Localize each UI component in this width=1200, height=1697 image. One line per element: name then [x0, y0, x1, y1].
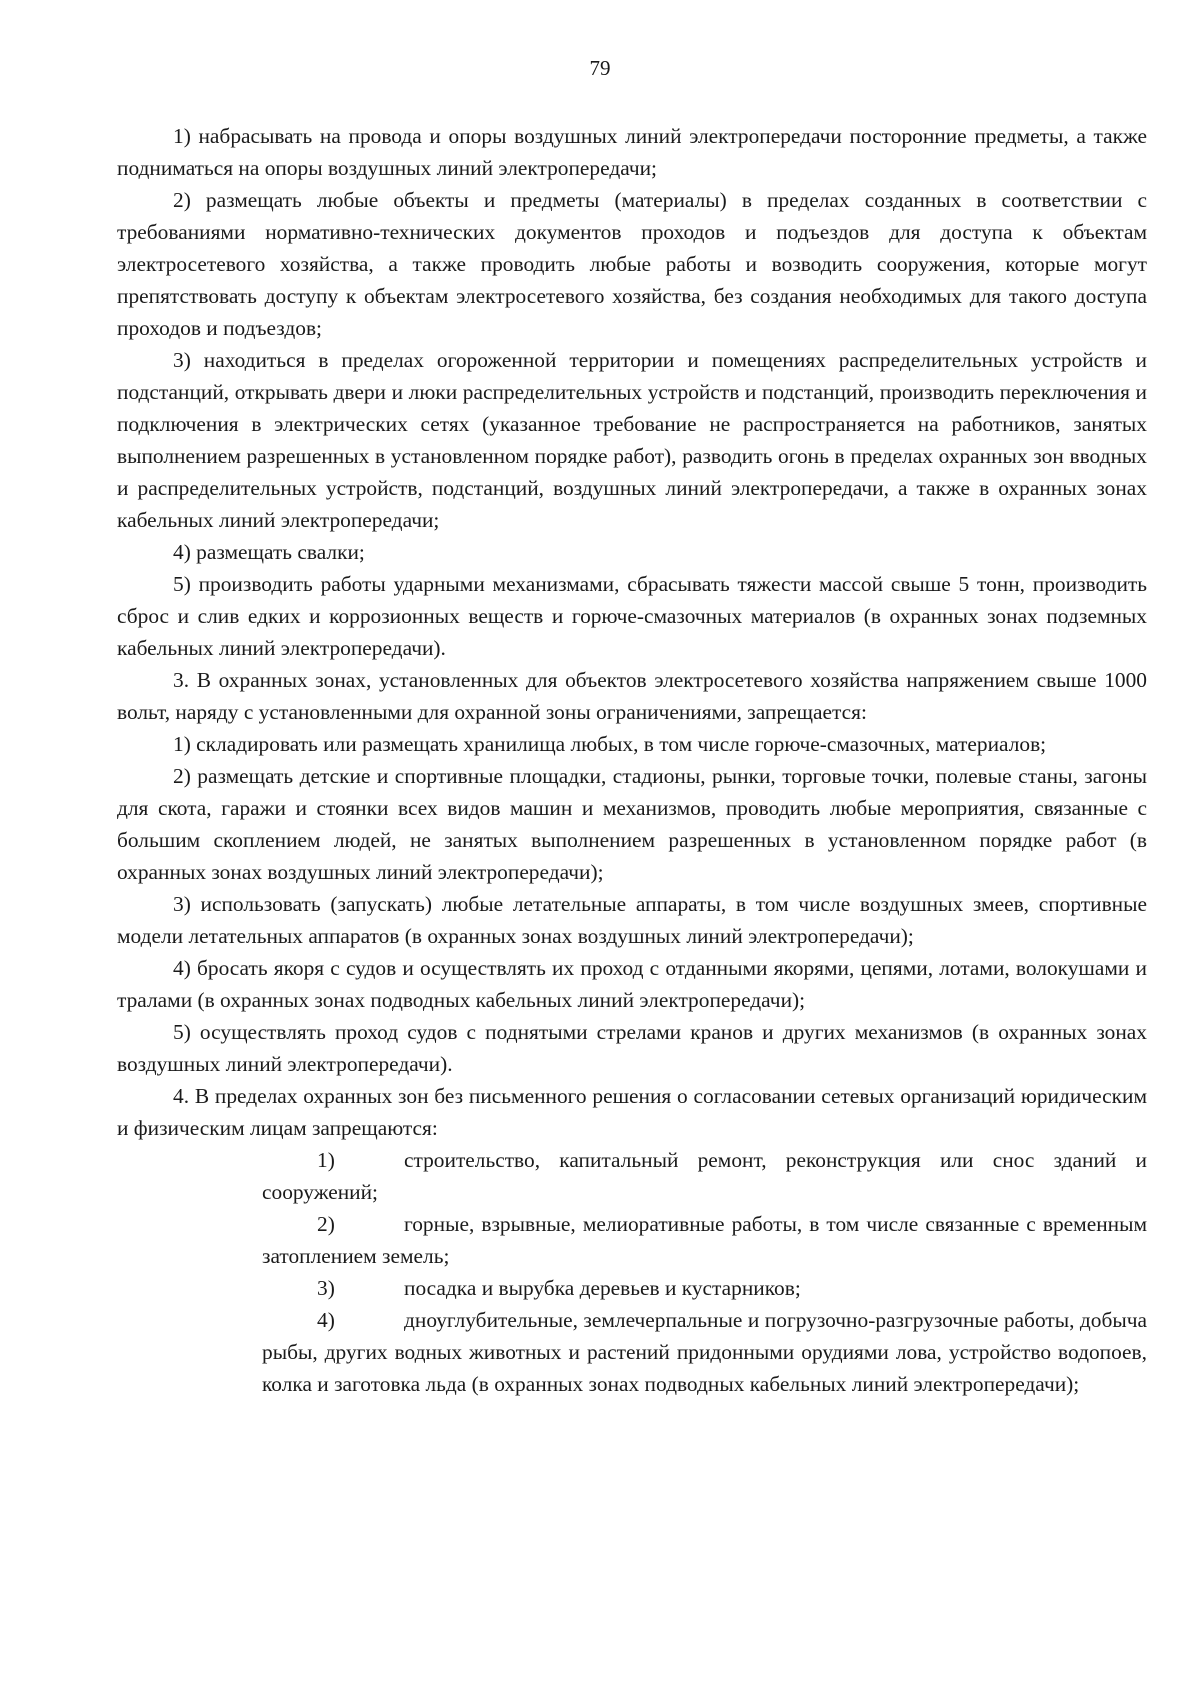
paragraph-11: 5) осуществлять проход судов с поднятыми стрелами кранов и других механизмов (в охранных зонах воздушных линий электропередачи). [117, 1020, 1147, 1076]
paragraph-8: 2) размещать детские и спортивные площадки, стадионы, рынки, торговые точки, полевые станы, загоны для скота, гаражи и стоянки всех видов машин и механизмов, проводить любые мероприятия, связанные с большим скоплением людей, не занятых выполнением разрешенных в установленном порядке работ (в охранных зонах воздушных линий электропередачи); [117, 764, 1147, 884]
subitem-number: 3) [317, 1276, 335, 1300]
paragraph-4: 4) размещать свалки; [173, 540, 365, 564]
subitem-text: строительство, капитальный ремонт, реконструкция или снос зданий и сооружений; [262, 1148, 1147, 1204]
paragraph-5: 5) производить работы ударными механизмами, сбрасывать тяжести массой свыше 5 тонн, производить сброс и слив едких и коррозионных веществ и горюче-смазочных материалов (в охранных зонах подземных кабельных линий электропередачи). [117, 572, 1147, 660]
paragraph-9: 3) использовать (запускать) любые летательные аппараты, в том числе воздушных змеев, спортивные модели летательных аппаратов (в охранных зонах воздушных линий электропередачи); [117, 892, 1147, 948]
subitem-number: 4) [317, 1308, 335, 1332]
subitem-4 [262, 1304, 1147, 1400]
paragraph-1: 1) набрасывать на провода и опоры воздушных линий электропередачи посторонние предметы, а также подниматься на опоры воздушных линий электропередачи; [117, 124, 1147, 180]
paragraph-12: 4. В пределах охранных зон без письменного решения о согласовании сетевых организаций юридическим и физическим лицам запрещаются: [117, 1084, 1147, 1140]
paragraph-2: 2) размещать любые объекты и предметы (материалы) в пределах созданных в соответствии с требованиями нормативно-технических документов проходов и подъездов для доступа к объектам электросетевого хозяйства, а также проводить любые работы и возводить сооружения, которые могут препятствовать доступу к объектам электросетевого хозяйства, без создания необходимых для такого доступа проходов и подъездов; [117, 188, 1147, 340]
subitem-text: посадка и вырубка деревьев и кустарников; [404, 1276, 801, 1300]
paragraph-10: 4) бросать якоря с судов и осуществлять их проход с отданными якорями, цепями, лотами, волокушами и тралами (в охранных зонах подводных кабельных линий электропередачи); [117, 956, 1147, 1012]
subitem-1 [262, 1144, 1147, 1208]
paragraph-7: 1) складировать или размещать хранилища любых, в том числе горюче-смазочных, материалов; [173, 732, 1047, 756]
subitem-text: горные, взрывные, мелиоративные работы, в том числе связанные с временным затоплением земель; [262, 1212, 1147, 1268]
subitem-number: 2) [317, 1212, 335, 1236]
subitem-2 [262, 1208, 1147, 1272]
page-number: 79 [589, 56, 611, 80]
paragraph-6: 3. В охранных зонах, установленных для объектов электросетевого хозяйства напряжением свыше 1000 вольт, наряду с установленными для охранной зоны ограничениями, запрещается: [117, 668, 1147, 724]
subitem-number: 1) [317, 1148, 335, 1172]
subitem-3 [262, 1272, 1147, 1304]
paragraph-3: 3) находиться в пределах огороженной территории и помещениях распределительных устройств и подстанций, открывать двери и люки распределительных устройств и подстанций, производить переключения и подключения в электрических сетях (указанное требование не распространяется на работников, занятых выполнением разрешенных в установленном порядке работ), разводить огонь в пределах охранных зон вводных и распределительных устройств, подстанций, воздушных линий электропередачи, а также в охранных зонах кабельных линий электропередачи; [117, 348, 1147, 532]
subitem-text: дноуглубительные, землечерпальные и погрузочно-разгрузочные работы, добыча рыбы, других водных животных и растений придонными орудиями лова, устройство водопоев, колка и заготовка льда (в охранных зонах подводных кабельных линий электропередачи); [262, 1308, 1147, 1396]
document-body [117, 120, 1147, 1400]
